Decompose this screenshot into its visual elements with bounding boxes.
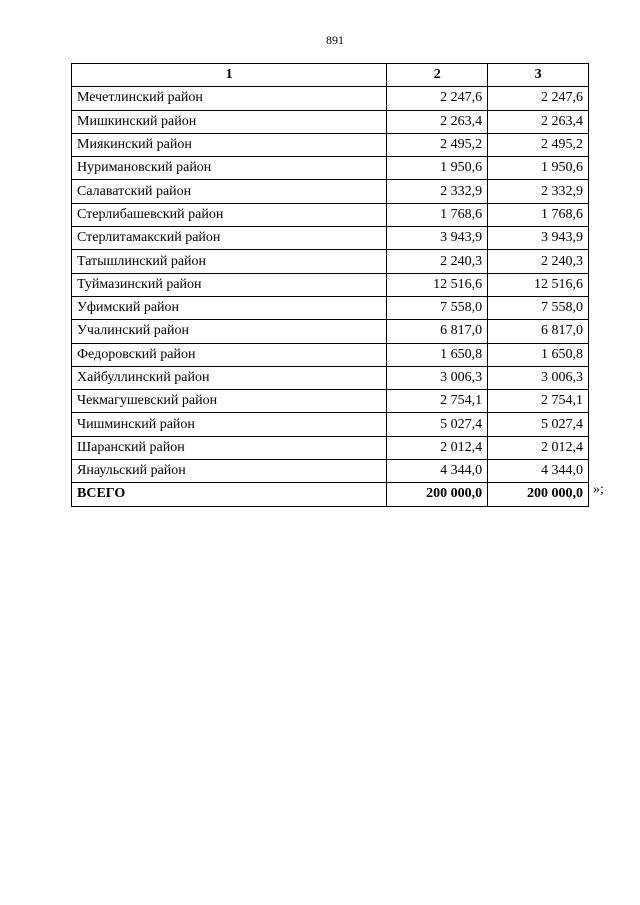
table-row bbox=[72, 390, 589, 413]
column-2-value: 1 650,8 bbox=[387, 343, 488, 366]
table-row bbox=[72, 87, 589, 110]
table-row bbox=[72, 250, 589, 273]
column-2-value: 2 754,1 bbox=[387, 390, 488, 413]
column-2-value: 6 817,0 bbox=[387, 320, 488, 343]
column-3-value: 1 950,6 bbox=[488, 157, 589, 180]
table-row bbox=[72, 436, 589, 459]
column-2-value: 2 012,4 bbox=[387, 436, 488, 459]
total-column-2-value: 200 000,0 bbox=[387, 483, 488, 506]
district-name: Хайбуллинский район bbox=[72, 366, 387, 389]
table-row bbox=[72, 273, 589, 296]
column-header-2: 2 bbox=[387, 64, 488, 87]
table-row bbox=[72, 366, 589, 389]
column-header-1: 1 bbox=[72, 64, 387, 87]
table-row bbox=[72, 203, 589, 226]
district-name: Янаульский район bbox=[72, 460, 387, 483]
column-3-value: 3 006,3 bbox=[488, 366, 589, 389]
column-3-value: 2 754,1 bbox=[488, 390, 589, 413]
column-2-value: 3 006,3 bbox=[387, 366, 488, 389]
column-3-value: 3 943,9 bbox=[488, 227, 589, 250]
column-2-value: 5 027,4 bbox=[387, 413, 488, 436]
column-3-value: 6 817,0 bbox=[488, 320, 589, 343]
district-name: Салаватский район bbox=[72, 180, 387, 203]
table-row bbox=[72, 413, 589, 436]
district-name: Уфимский район bbox=[72, 296, 387, 319]
table-row bbox=[72, 296, 589, 319]
column-3-value: 2 495,2 bbox=[488, 133, 589, 156]
column-2-value: 7 558,0 bbox=[387, 296, 488, 319]
column-3-value: 2 012,4 bbox=[488, 436, 589, 459]
column-2-value: 2 263,4 bbox=[387, 110, 488, 133]
total-label: ВСЕГО bbox=[72, 483, 387, 506]
column-2-value: 12 516,6 bbox=[387, 273, 488, 296]
table-row bbox=[72, 320, 589, 343]
table-row bbox=[72, 227, 589, 250]
total-column-3-value: 200 000,0 bbox=[488, 483, 589, 506]
column-3-value: 7 558,0 bbox=[488, 296, 589, 319]
district-name: Мечетлинский район bbox=[72, 87, 387, 110]
column-2-value: 1 950,6 bbox=[387, 157, 488, 180]
district-name: Чекмагушевский район bbox=[72, 390, 387, 413]
column-2-value: 4 344,0 bbox=[387, 460, 488, 483]
district-name: Чишминский район bbox=[72, 413, 387, 436]
district-name: Учалинский район bbox=[72, 320, 387, 343]
table-row bbox=[72, 110, 589, 133]
closing-quote: »; bbox=[593, 482, 604, 497]
column-2-value: 2 240,3 bbox=[387, 250, 488, 273]
table-header-row bbox=[72, 64, 589, 87]
table-body bbox=[72, 87, 589, 506]
district-name: Мишкинский район bbox=[72, 110, 387, 133]
district-name: Федоровский район bbox=[72, 343, 387, 366]
column-3-value: 5 027,4 bbox=[488, 413, 589, 436]
table-row bbox=[72, 157, 589, 180]
allocation-table bbox=[71, 63, 589, 507]
table-row bbox=[72, 343, 589, 366]
district-name: Шаранский район bbox=[72, 436, 387, 459]
column-3-value: 2 263,4 bbox=[488, 110, 589, 133]
district-name: Стерлибашевский район bbox=[72, 203, 387, 226]
column-2-value: 1 768,6 bbox=[387, 203, 488, 226]
column-2-value: 2 495,2 bbox=[387, 133, 488, 156]
district-name: Миякинский район bbox=[72, 133, 387, 156]
table-row bbox=[72, 133, 589, 156]
table-row bbox=[72, 460, 589, 483]
column-3-value: 1 768,6 bbox=[488, 203, 589, 226]
district-name: Нуримановский район bbox=[72, 157, 387, 180]
district-name: Стерлитамакский район bbox=[72, 227, 387, 250]
column-2-value: 2 247,6 bbox=[387, 87, 488, 110]
column-header-3: 3 bbox=[488, 64, 589, 87]
column-3-value: 1 650,8 bbox=[488, 343, 589, 366]
column-3-value: 2 240,3 bbox=[488, 250, 589, 273]
column-3-value: 2 247,6 bbox=[488, 87, 589, 110]
column-2-value: 3 943,9 bbox=[387, 227, 488, 250]
column-3-value: 12 516,6 bbox=[488, 273, 589, 296]
district-name: Туймазинский район bbox=[72, 273, 387, 296]
page-number: 891 bbox=[326, 33, 344, 47]
column-2-value: 2 332,9 bbox=[387, 180, 488, 203]
total-row bbox=[72, 483, 589, 506]
district-name: Татышлинский район bbox=[72, 250, 387, 273]
table-row bbox=[72, 180, 589, 203]
column-3-value: 4 344,0 bbox=[488, 460, 589, 483]
column-3-value: 2 332,9 bbox=[488, 180, 589, 203]
